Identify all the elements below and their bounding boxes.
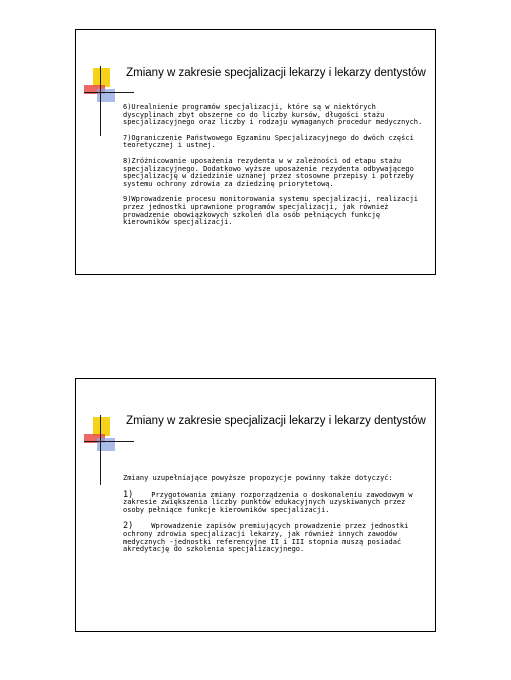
intro-text: Zmiany uzupełniające powyższe propozycje powinny także dotyczyć:: [123, 474, 393, 482]
slide-body: [123, 475, 428, 563]
slide-2: [75, 378, 436, 632]
slide-1: [75, 29, 436, 275]
vertical-line: [100, 415, 101, 485]
item-number: 1): [123, 489, 134, 500]
slide-decoration: [76, 379, 136, 489]
list-item: 9)Wprowadzenie procesu monitorowania systemu specjalizacji, realizacji przez jednostki uprawnione programów specjalizacji, jak również prowadzenie obowiązkowych szkoleń dla osób pełniących funkcję kierowników specjalizacji.: [123, 195, 419, 227]
item-number: 2): [123, 521, 134, 532]
list-item: 6)Urealnienie programów specjalizacji, które są w niektórych dyscyplinach zbyt obszerne co do liczby kursów, długości stażu specjalizacyjnego oraz liczby i rodzaju wymaganych procedur medycznych.: [123, 103, 423, 127]
list-item: [123, 489, 428, 515]
list-item: 8)Zróżnicowanie uposażenia rezydenta w w zależności od etapu stażu specjalizacyjnego. Dodatkowo wyższe uposażenie rezydenta odbywającego specjalizację w dziedzinie uznanej przez stosowne przepisy i potrzeby systemu ochrony zdrowia za dziedzinę priorytetową.: [123, 156, 414, 188]
slide-title: Zmiany w zakresie specjalizacji lekarzy i lekarzy dentystów: [126, 67, 426, 79]
slide-title: Zmiany w zakresie specjalizacji lekarzy i lekarzy dentystów: [126, 415, 426, 427]
vertical-line: [100, 66, 101, 136]
item-text: Wprowadzenie zapisów premiujących prowadzenie przez jednostki ochrony zdrowia specjalizacji lekarzy, jak również innych zawodów medycznych -jednostki referencyjne II i III stopnia muszą posiadać akredytację do szkolenia specjalizacyjnego.: [123, 522, 409, 554]
horizontal-line: [84, 441, 134, 442]
list-item: 7)Ograniczenie Państwowego Egzaminu Specjalizacyjnego do dwóch części teoretycznej i ustnej.: [123, 133, 414, 150]
list-item: [123, 523, 428, 553]
horizontal-line: [84, 92, 134, 93]
item-text: Przygotowania zmiany rozporządzenia o doskonaleniu zawodowym w zakresie zwiększenia liczby punktów edukacyjnych uzyskiwanych przez osoby pełniące funkcje kierowników specjalizacji.: [123, 490, 413, 514]
slide-body: [123, 104, 428, 235]
